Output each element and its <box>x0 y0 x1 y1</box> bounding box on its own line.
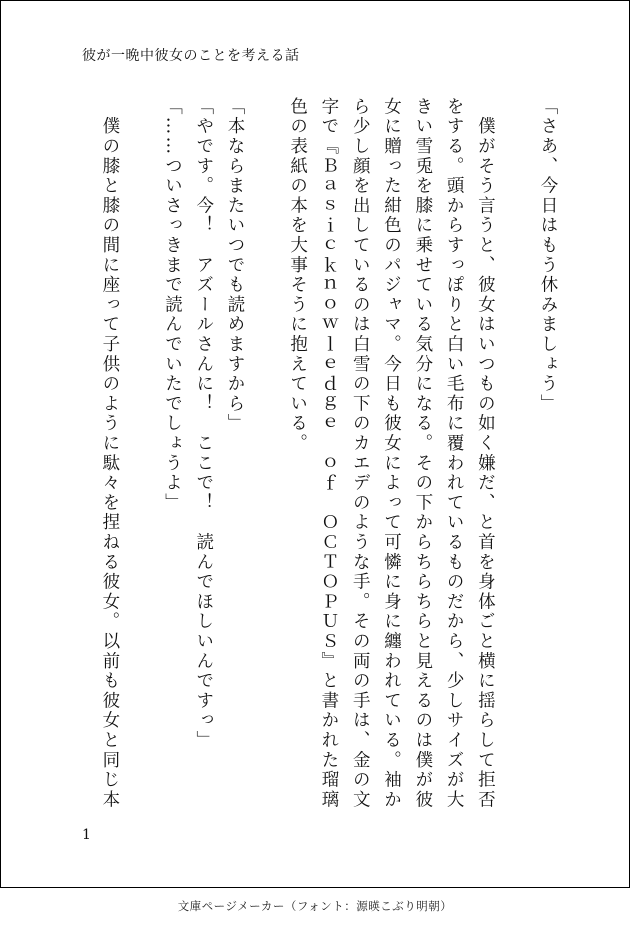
text-line: 女に贈った紺色のパジャマ。今日も彼女によって可憐に身に纏われている。袖か <box>381 97 402 810</box>
blank-line <box>500 97 531 797</box>
text-line: 「やです。今！ アズールさんに！ ここで！ 読んでほしいんですっ」 <box>193 97 214 751</box>
text-line: 字で『Ｂａｓｉｃｋｎｏｗｌｅｄｇｅ ｏｆ ＯＣＴＯＰＵＳ』と書かれた瑠璃 <box>318 97 339 810</box>
text-line: ら少し顔を出しているのは白雪の下のカエデのような手。その両の手は、金の文 <box>350 97 371 810</box>
text-line: 色の表紙の本を大事そうに抱えている。 <box>287 97 308 454</box>
blank-line <box>125 97 156 797</box>
text-line: 「本ならまたいつでも読めますから」 <box>225 97 246 434</box>
text-line: きい雪兎を膝に乗せている気分になる。その下からちらちらと見えるのは僕が彼 <box>412 97 433 810</box>
page-number: 1 <box>82 827 91 843</box>
text-line: をする。頭からすっぽりと白い毛布に覆われているものだから、少しサイズが大 <box>444 97 465 810</box>
footer-credit: 文庫ページメーカー（フォント：源暎こぶり明朝） <box>177 899 453 913</box>
text-line: 僕の膝と膝の間に座って子供のように駄々を捏ねる彼女。以前も彼女と同じ本 <box>99 97 120 810</box>
text-line: 僕がそう言うと、彼女はいつもの如く嫌だ、と首を身体ごと横に揺らして拒否 <box>475 97 496 810</box>
running-title: 彼が一晩中彼女のことを考える話 <box>82 48 300 64</box>
text-line: 「さあ、今日はもう休みましょう」 <box>538 97 558 414</box>
blank-line <box>250 97 281 797</box>
text-line: 「……ついさっきまで読んでいたでしょうよ」 <box>162 97 183 513</box>
body-text <box>94 97 563 810</box>
